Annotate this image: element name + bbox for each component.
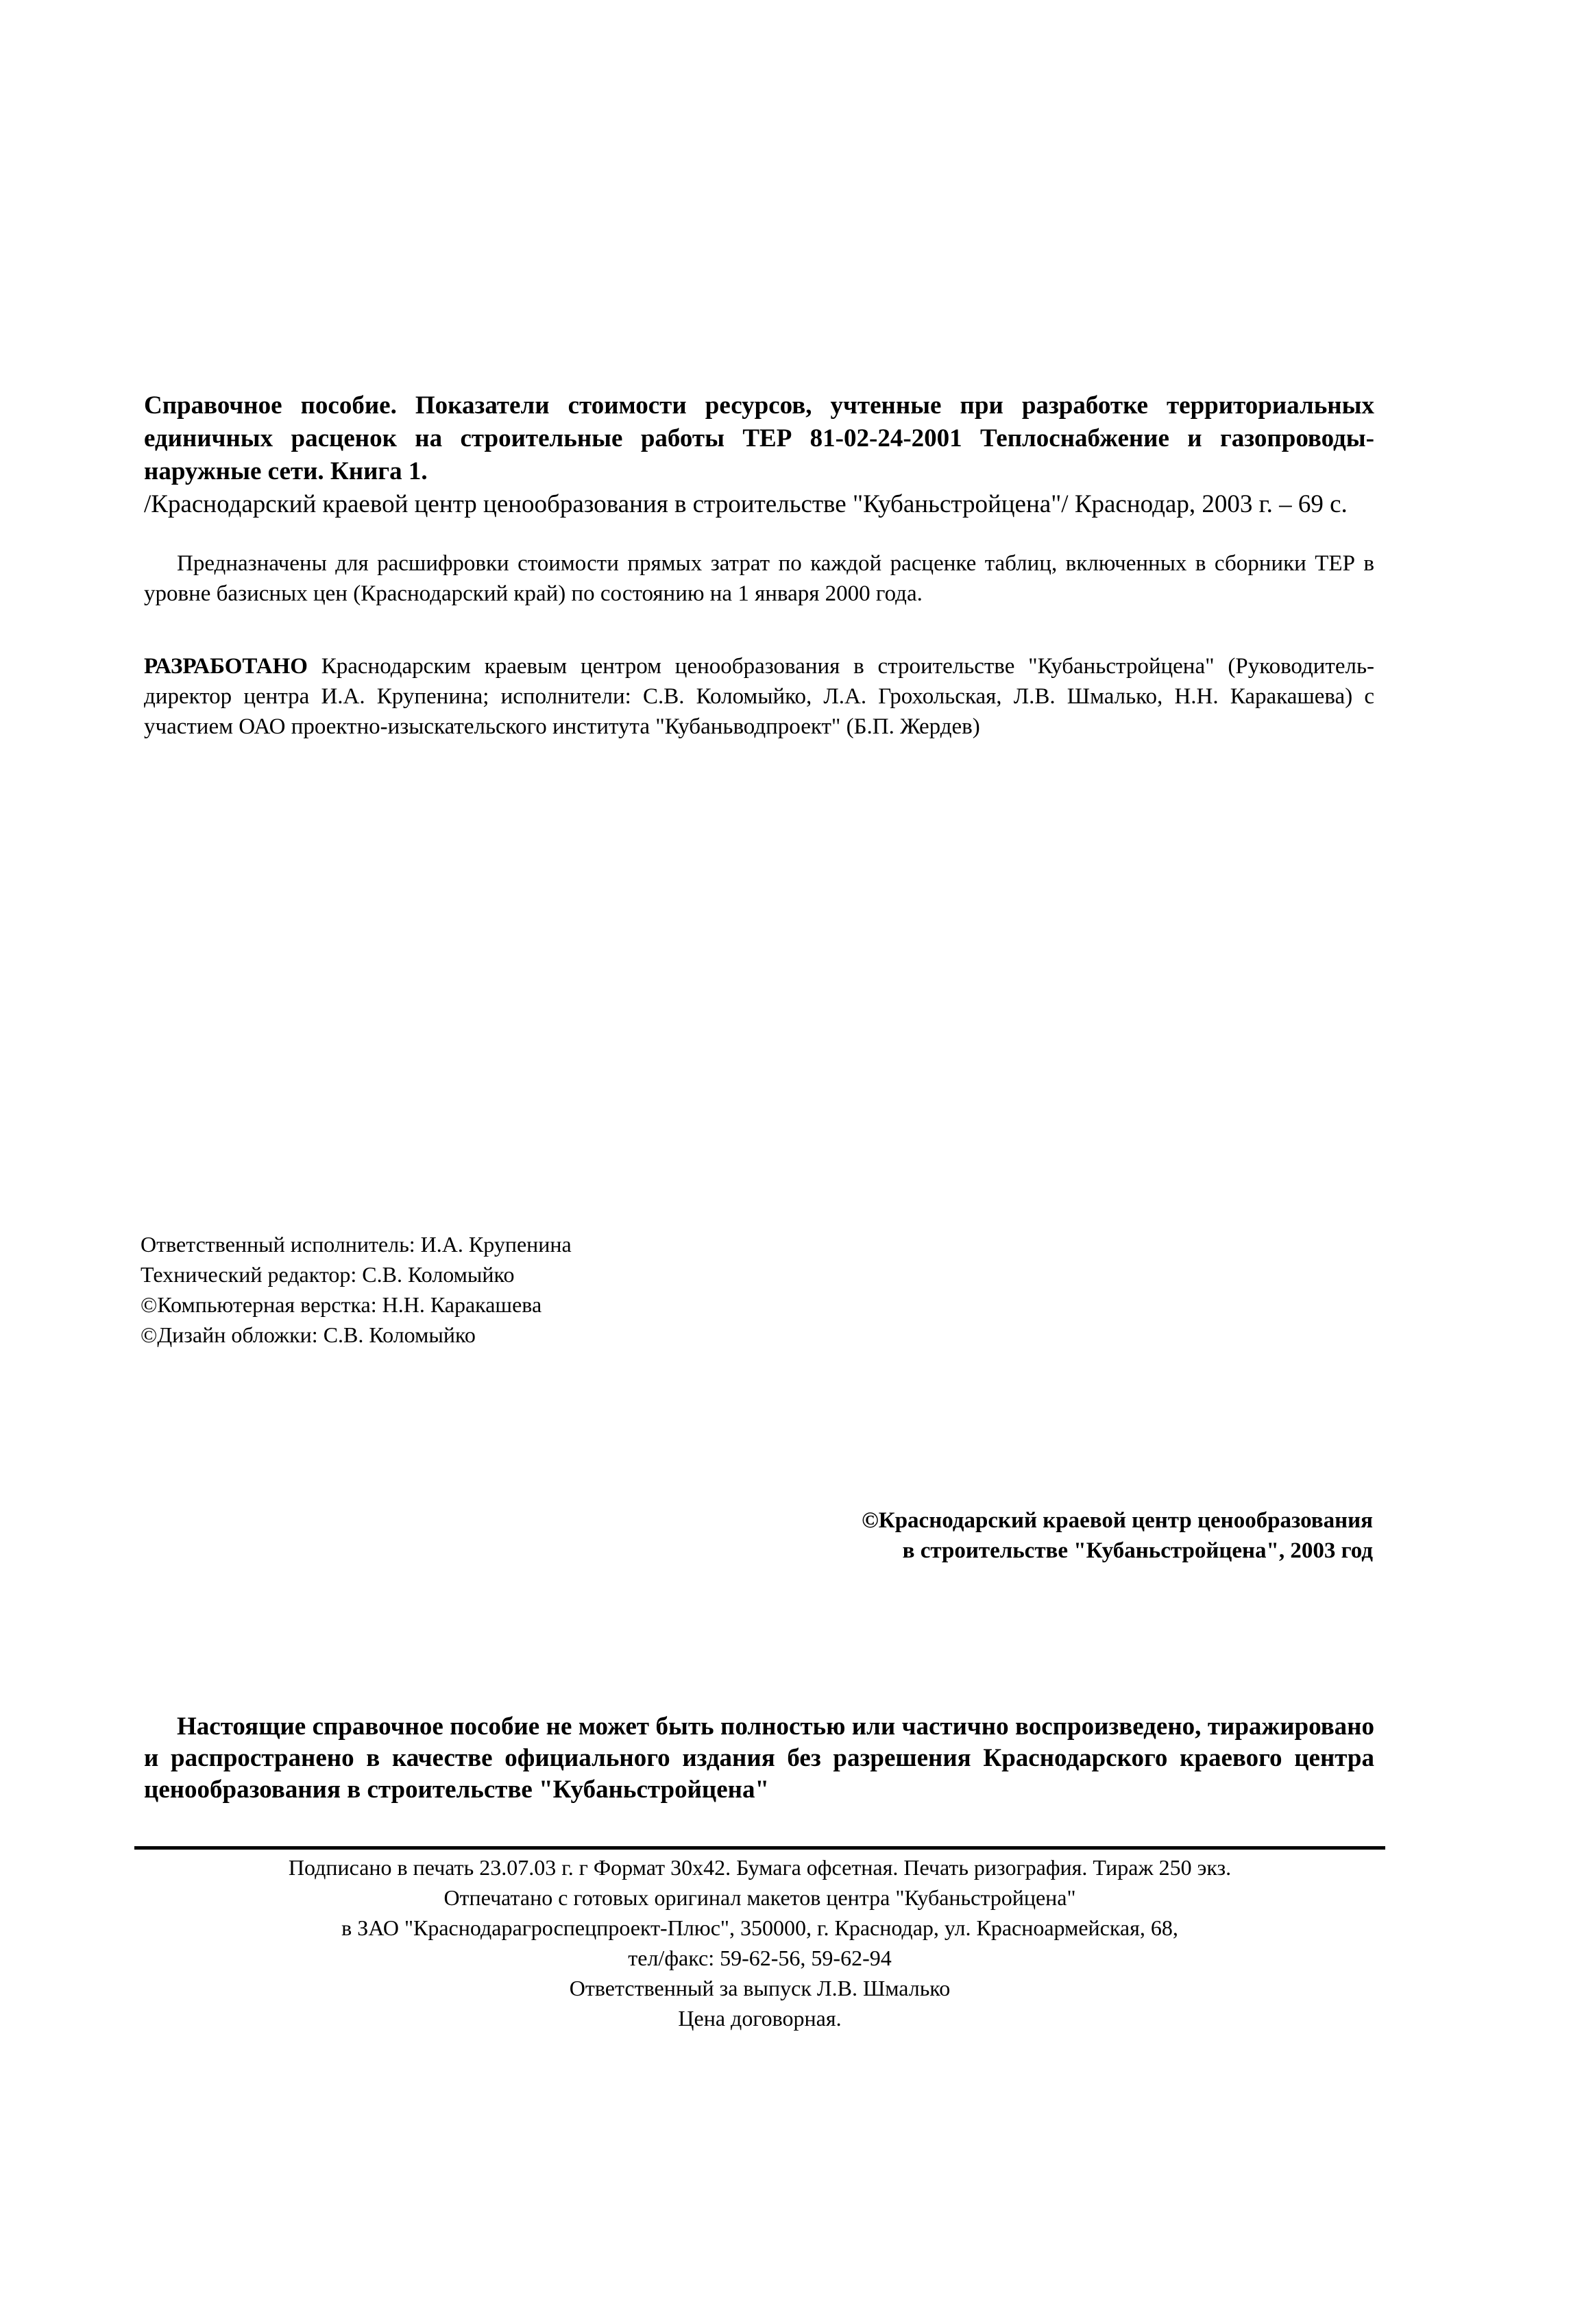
credits-block	[141, 1229, 757, 1350]
imprint-line-responsible: Ответственный за выпуск Л.В. Шмалько	[569, 1976, 951, 2000]
reproduction-notice: Настоящие справочное пособие не может быть полностью или частично воспроизведено, тиражировано и распространено в качестве официального издания без разрешения Краснодарского краевого центра ценообразования в строительстве "Кубаньстройцена"	[144, 1712, 1374, 1804]
copyright-line-2: в строительстве "Кубаньстройцена", 2003 год	[902, 1538, 1373, 1563]
publisher-line: /Краснодарский краевой центр ценообразования в строительстве "Кубаньстройцена"/ Краснодар, 2003 г. – 69 с.	[144, 490, 1348, 518]
imprint-footer	[134, 1852, 1385, 2033]
imprint-line-price: Цена договорная.	[678, 2006, 842, 2031]
title-block	[144, 389, 1374, 521]
developed-text: Краснодарским краевым центром ценообразования в строительстве "Кубаньстройцена" (Руководитель- директор центра И.А. Крупенина; исполнители: С.В. Коломыйко, Л.А. Грохольская, Л.В. Шмалько, Н.Н. Каракашева) с участием ОАО проектно-изыскательского института "Кубаньводпроект" (Б.П. Жердев)	[144, 654, 1374, 739]
credit-line-cover-design: ©Дизайн обложки: С.В. Коломыйко	[141, 1322, 476, 1347]
credit-line-responsible: Ответственный исполнитель: И.А. Крупенина	[141, 1232, 572, 1257]
purpose-paragraph: Предназначены для расшифровки стоимости прямых затрат по каждой расценке таблиц, включенных в сборники ТЕР в уровне базисных цен (Краснодарский край) по состоянию на 1 января 2000 года.	[144, 551, 1374, 606]
developed-label: РАЗРАБОТАНО	[144, 654, 308, 679]
developed-paragraph	[144, 651, 1374, 742]
document-title: Справочное пособие. Показатели стоимости ресурсов, учтенные при разработке территориальных единичных расценок на строительные работы ТЕР 81-02-24-2001 Теплоснабжение и газопроводы-наружные сети. Книга 1.	[144, 391, 1374, 485]
imprint-line-phone: тел/факс: 59-62-56, 59-62-94	[628, 1946, 892, 1970]
imprint-line-print-info: Подписано в печать 23.07.03 г. г Формат 30х42. Бумага офсетная. Печать ризография. Тираж 250 экз.	[288, 1855, 1232, 1880]
copyright-line-1: ©Краснодарский краевой центр ценообразования	[862, 1508, 1373, 1533]
copyright-block	[685, 1505, 1373, 1566]
imprint-line-printer-address: в ЗАО "Краснодарагроспецпроект-Плюс", 350000, г. Краснодар, ул. Красноармейская, 68,	[341, 1915, 1178, 1940]
credit-line-layout: ©Компьютерная верстка: Н.Н. Каракашева	[141, 1292, 542, 1317]
credit-line-editor: Технический редактор: С.В. Коломыйко	[141, 1262, 515, 1287]
footer-divider	[134, 1846, 1385, 1850]
imprint-line-printed-from: Отпечатано с готовых оригинал макетов центра "Кубаньстройцена"	[443, 1885, 1076, 1910]
